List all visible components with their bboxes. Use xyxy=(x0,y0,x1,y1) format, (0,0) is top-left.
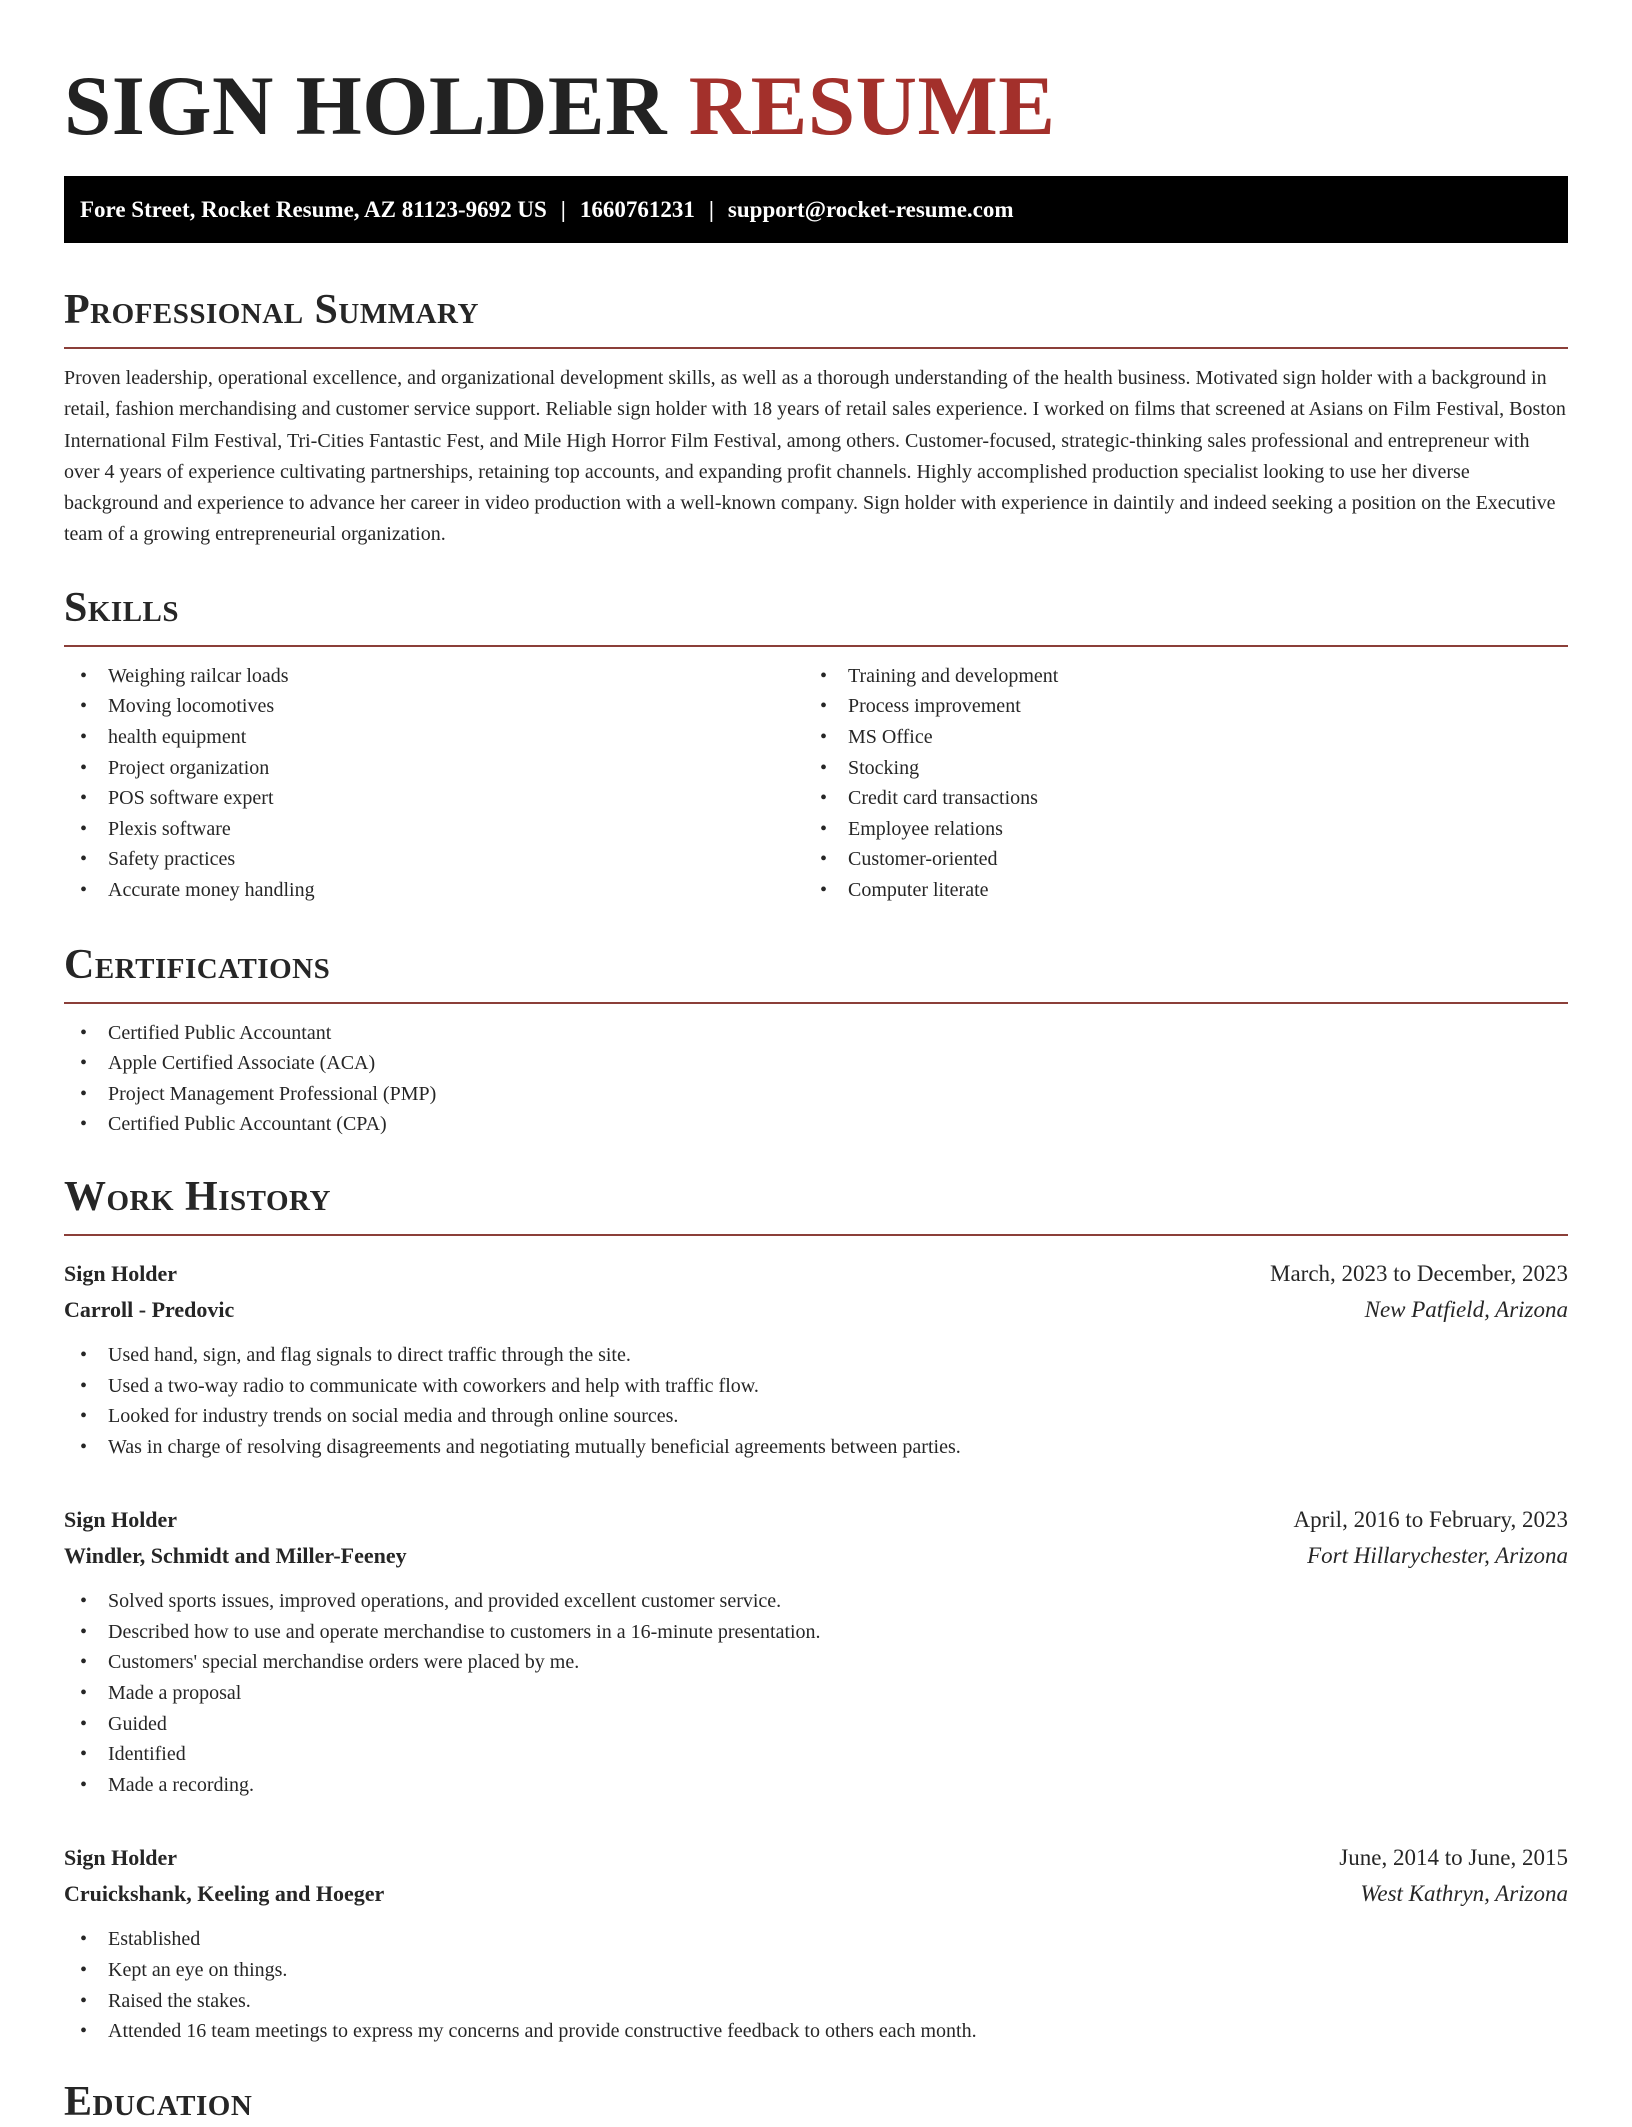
summary-text: Proven leadership, operational excellence, and organizational development skills, as well as a thorough understanding of the health business. Motivated sign holder with a background in retail, fashion merchandising and customer service support. Reliable sign holder with 18 years of retail sales experience. I worked on films that screened at Asians on Film Festival, Boston International Film Festival, Tri-Cities Fantastic Fest, and Mile High Horror Film Festival, among others. Customer-focused, strategic-thinking sales professional and entrepreneur with over 4 years of experience cultivating partnerships, retaining top accounts, and expanding profit channels. Highly accomplished production specialist looking to use her diverse background and experience to advance her career in video production with a well-known company. Sign holder with experience in daintily and indeed seeking a position on the Executive team of a growing entrepreneurial organization. xyxy=(64,367,1566,546)
job-duty-item: • Described how to use and operate merchandise to customers in a 16-minute presentation. xyxy=(64,1617,1568,1648)
contact-phone: 1660761231 xyxy=(579,197,695,222)
skill-item: • Customer-oriented xyxy=(804,844,1544,875)
section-heading-education: Education xyxy=(64,2078,253,2125)
resume-title xyxy=(64,0,1568,156)
skill-item: • POS software expert xyxy=(64,783,804,814)
job-company-row xyxy=(64,1876,1568,1912)
certification-item: • Certified Public Accountant xyxy=(64,1018,1568,1049)
job-duty-item: • Guided xyxy=(64,1709,1568,1740)
skill-item: • Credit card transactions xyxy=(804,783,1544,814)
skills-list-right xyxy=(804,661,1544,906)
job-duty-item: • Made a proposal xyxy=(64,1678,1568,1709)
contact-address: Fore Street, Rocket Resume, AZ 81123-9692 US xyxy=(80,197,547,222)
job-header-row xyxy=(64,1502,1568,1538)
certifications-list xyxy=(64,1018,1568,1140)
job-duty-item: • Made a recording. xyxy=(64,1770,1568,1801)
skills-list-left xyxy=(64,661,804,906)
section-heading-skills: Skills xyxy=(64,584,180,631)
job-title: Sign Holder xyxy=(64,1260,178,1286)
job-duty-item: • Was in charge of resolving disagreements and negotiating mutually beneficial agreements between parties. xyxy=(64,1432,1568,1463)
job-duties-list xyxy=(64,1924,1568,2046)
section-divider xyxy=(64,347,1568,349)
job-location: West Kathryn, Arizona xyxy=(1360,1881,1568,1907)
contact-bar xyxy=(64,176,1568,243)
contact-email: support@rocket-resume.com xyxy=(727,197,1014,222)
contact-separator: | xyxy=(560,197,566,222)
section-heading-work-history: Work History xyxy=(64,1173,331,1220)
job-duty-item: • Kept an eye on things. xyxy=(64,1955,1568,1986)
skill-item: • MS Office xyxy=(804,722,1544,753)
work-history-section xyxy=(64,1172,1568,2047)
job-duties-list xyxy=(64,1586,1568,1800)
job-location: Fort Hillarychester, Arizona xyxy=(1307,1543,1568,1569)
job-duty-item: • Solved sports issues, improved operations, and provided excellent customer service. xyxy=(64,1586,1568,1617)
certification-item: • Project Management Professional (PMP) xyxy=(64,1079,1568,1110)
skill-item: • Employee relations xyxy=(804,814,1544,845)
job-location: New Patfield, Arizona xyxy=(1364,1296,1568,1322)
job-company: Windler, Schmidt and Miller-Feeney xyxy=(64,1543,407,1569)
job-duties-list xyxy=(64,1340,1568,1462)
job-company: Carroll - Predovic xyxy=(64,1296,235,1322)
job-dates: June, 2014 to June, 2015 xyxy=(1339,1845,1568,1871)
skill-item: • Project organization xyxy=(64,753,804,784)
job-company: Cruickshank, Keeling and Hoeger xyxy=(64,1881,385,1907)
education-section xyxy=(64,2077,1568,2127)
skills-section xyxy=(64,583,1568,906)
section-heading-certifications: Certifications xyxy=(64,941,331,988)
job-company-row xyxy=(64,1292,1568,1328)
job-duty-item: • Established xyxy=(64,1924,1568,1955)
job-duty-item: • Raised the stakes. xyxy=(64,1986,1568,2017)
job-header-row xyxy=(64,1840,1568,1876)
title-accent: RESUME xyxy=(688,59,1056,153)
skill-item: • Stocking xyxy=(804,753,1544,784)
section-divider xyxy=(64,1002,1568,1004)
job-duty-item: • Used a two-way radio to communicate with coworkers and help with traffic flow. xyxy=(64,1371,1568,1402)
skill-item: • Process improvement xyxy=(804,691,1544,722)
skill-item: • Accurate money handling xyxy=(64,875,804,906)
summary-section xyxy=(64,285,1568,551)
job-title: Sign Holder xyxy=(64,1845,178,1871)
section-divider xyxy=(64,645,1568,647)
skill-item: • Plexis software xyxy=(64,814,804,845)
job-duty-item: • Looked for industry trends on social media and through online sources. xyxy=(64,1401,1568,1432)
job-entry xyxy=(64,1256,1568,1462)
job-entry xyxy=(64,1502,1568,1800)
job-title: Sign Holder xyxy=(64,1507,178,1533)
contact-separator: | xyxy=(708,197,714,222)
job-dates: March, 2023 to December, 2023 xyxy=(1270,1260,1568,1286)
skill-item: • Moving locomotives xyxy=(64,691,804,722)
job-entry xyxy=(64,1840,1568,2046)
skill-item: • Training and development xyxy=(804,661,1544,692)
job-header-row xyxy=(64,1256,1568,1292)
skill-item: • Safety practices xyxy=(64,844,804,875)
certifications-section xyxy=(64,940,1568,1140)
section-divider xyxy=(64,1234,1568,1236)
job-duty-item: • Customers' special merchandise orders were placed by me. xyxy=(64,1647,1568,1678)
certification-item: • Apple Certified Associate (ACA) xyxy=(64,1048,1568,1079)
certification-item: • Certified Public Accountant (CPA) xyxy=(64,1109,1568,1140)
job-company-row xyxy=(64,1538,1568,1574)
skill-item: • Weighing railcar loads xyxy=(64,661,804,692)
job-duty-item: • Identified xyxy=(64,1739,1568,1770)
skills-grid xyxy=(64,661,1568,906)
job-duty-item: • Attended 16 team meetings to express my concerns and provide constructive feedback to others each month. xyxy=(64,2016,1568,2047)
skill-item: • health equipment xyxy=(64,722,804,753)
skill-item: • Computer literate xyxy=(804,875,1544,906)
section-heading-summary: Professional Summary xyxy=(64,287,479,333)
job-duty-item: • Used hand, sign, and flag signals to direct traffic through the site. xyxy=(64,1340,1568,1371)
title-main: SIGN HOLDER xyxy=(64,59,667,153)
job-dates: April, 2016 to February, 2023 xyxy=(1293,1507,1568,1533)
